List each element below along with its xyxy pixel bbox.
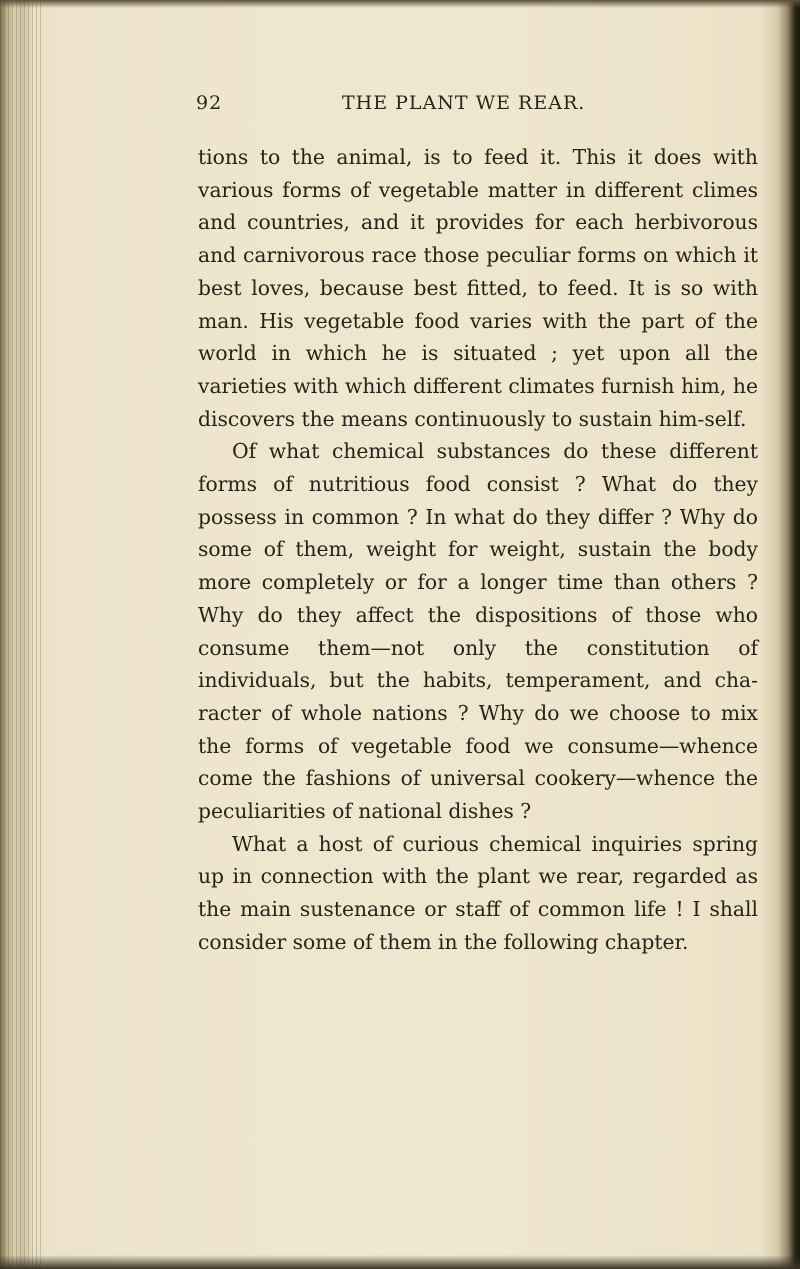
paragraph-conclusion: What a host of curious chemical inquiries spring up in connection with the plant we rear, regarded as the main sustenance or staff of common life ! I shall consider some of them in the following chapter. (198, 831, 758, 954)
bottom-shadow (0, 1255, 800, 1269)
top-shadow (0, 0, 800, 8)
page-edge-decoration (0, 0, 44, 1269)
page-header (196, 92, 756, 122)
paragraph-continuation: tions to the animal, is to feed it. This it does with various forms of vegetable matter in different climes and countries, and it provides for each herbivorous and carnivorous race those peculiar forms on which it best loves, because best fitted, to feed. It is so with man. His vegetable food varies with the part of the world in which he is situated ; yet upon all the varieties with which different climates furnish him, he discovers the means continuously to sustain him-self. (198, 145, 758, 431)
page-number: 92 (196, 92, 223, 114)
body-text (198, 141, 758, 959)
running-head: THE PLANT WE REAR. (342, 92, 586, 114)
paragraph-questions: Of what chemical substances do these different forms of nutritious food consist ? What do they possess in common ? In what do they differ ? Why do some of them, weight for weight, sustain the body more completely or for a longer time than others ? Why do they affect the dispositions of those who consume them—not only the constitution of individuals, but the habits, temperament, and cha-racter of whole nations ? Why do we choose to mix the forms of vegetable food we consume—whence come the fashions of universal cookery—whence the peculiarities of national dishes ? (198, 439, 758, 824)
